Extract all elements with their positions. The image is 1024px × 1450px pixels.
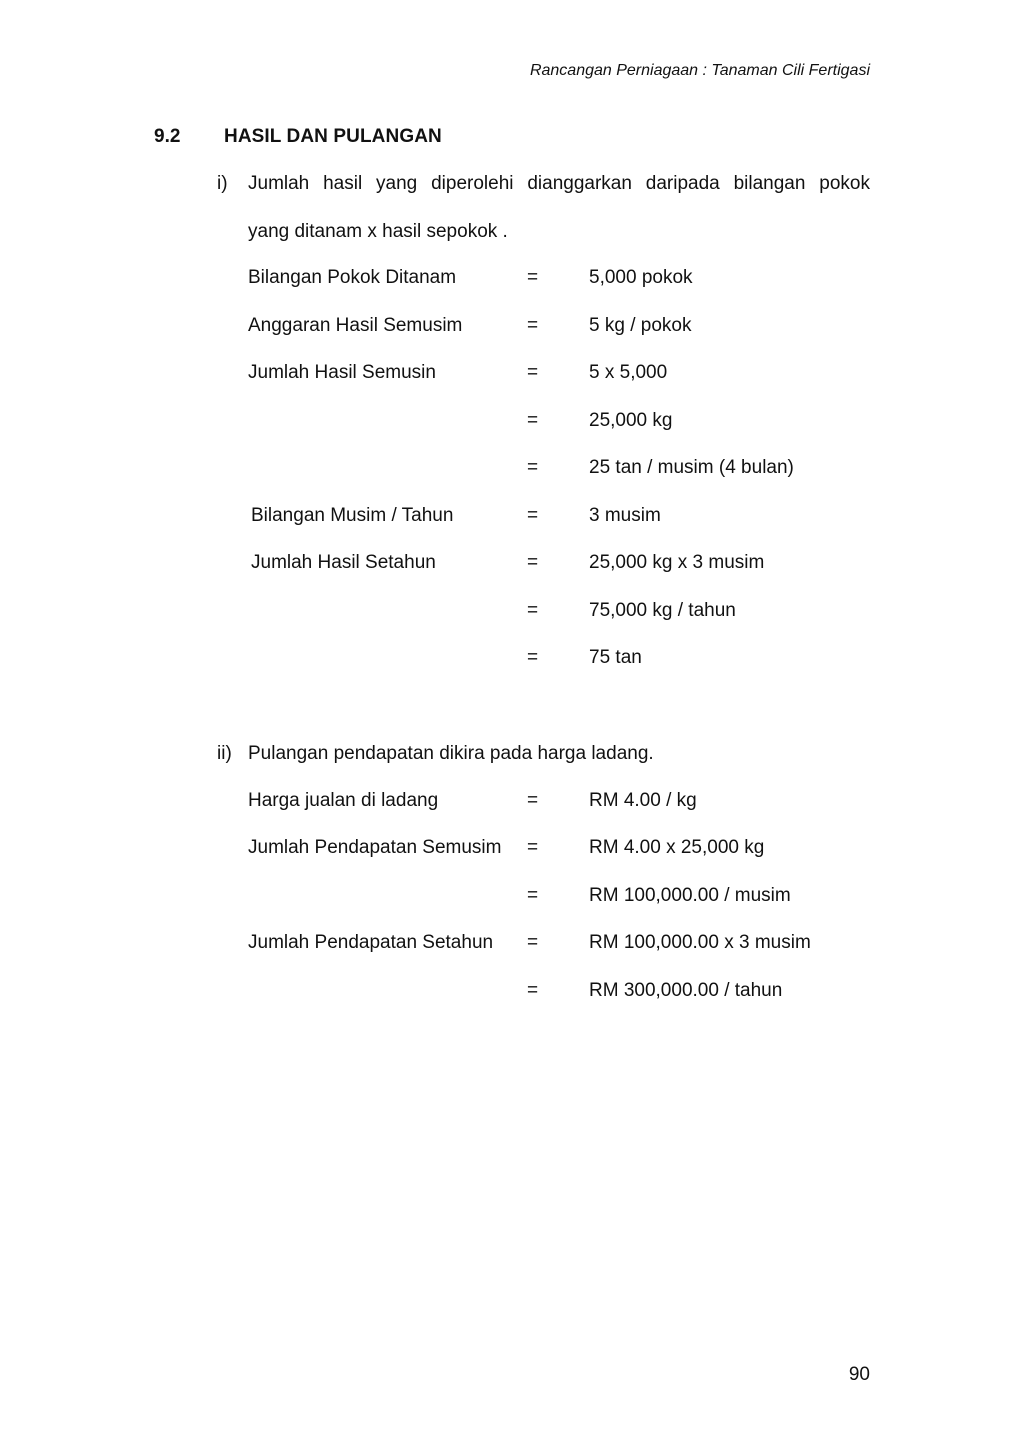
section-title: HASIL DAN PULANGAN — [224, 126, 442, 147]
calc-label: Bilangan Pokok Ditanam — [248, 267, 457, 288]
calc-value: 5 kg / pokok — [589, 315, 692, 336]
equals-sign: = — [527, 980, 539, 1001]
equals-sign: = — [527, 790, 539, 811]
calc-label: Bilangan Musim / Tahun — [251, 505, 454, 526]
equals-sign: = — [527, 932, 539, 953]
calc-value: 5 x 5,000 — [589, 362, 668, 383]
equals-sign: = — [527, 457, 539, 478]
calc-row — [0, 885, 1024, 909]
calc-label: Jumlah Hasil Setahun — [251, 552, 436, 573]
calc-value: 3 musim — [589, 505, 661, 526]
calc-label: Jumlah Pendapatan Setahun — [248, 932, 494, 953]
calc-value: RM 100,000.00 / musim — [589, 885, 791, 906]
paragraph-ii-line-1: Pulangan pendapatan dikira pada harga ladang. — [248, 743, 654, 764]
section-number: 9.2 — [154, 126, 181, 147]
calc-label: Jumlah Hasil Semusin — [248, 362, 436, 383]
calc-row — [0, 457, 1024, 481]
equals-sign: = — [527, 885, 539, 906]
calc-row — [0, 837, 1024, 861]
calc-value: 75,000 kg / tahun — [589, 600, 736, 621]
calc-row — [0, 600, 1024, 624]
item-marker-ii: ii) — [217, 743, 232, 764]
equals-sign: = — [527, 362, 539, 383]
equals-sign: = — [527, 505, 539, 526]
equals-sign: = — [527, 410, 539, 431]
item-marker-i: i) — [217, 173, 228, 194]
calc-label: Anggaran Hasil Semusim — [248, 315, 463, 336]
equals-sign: = — [527, 552, 539, 573]
calc-row — [0, 505, 1024, 529]
calc-row — [0, 647, 1024, 671]
calc-label: Harga jualan di ladang — [248, 790, 439, 811]
calc-value: 25,000 kg — [589, 410, 673, 431]
calc-value: RM 4.00 x 25,000 kg — [589, 837, 765, 858]
calc-label: Jumlah Pendapatan Semusim — [248, 837, 502, 858]
running-header: Rancangan Perniagaan : Tanaman Cili Fertigasi — [529, 62, 870, 79]
equals-sign: = — [527, 315, 539, 336]
calc-value: 75 tan — [589, 647, 642, 668]
calc-value: RM 4.00 / kg — [589, 790, 697, 811]
calc-row — [0, 980, 1024, 1004]
calc-row — [0, 790, 1024, 814]
page-number: 90 — [848, 1364, 870, 1385]
equals-sign: = — [527, 600, 539, 621]
equals-sign: = — [527, 267, 539, 288]
calc-row — [0, 267, 1024, 291]
equals-sign: = — [527, 647, 539, 668]
paragraph-i-line-1: Jumlah hasil yang diperolehi dianggarkan daripada bilangan pokok — [248, 173, 870, 194]
calc-value: 5,000 pokok — [589, 267, 693, 288]
calc-row — [0, 362, 1024, 386]
calc-row — [0, 410, 1024, 434]
calc-value: RM 300,000.00 / tahun — [589, 980, 783, 1001]
calc-value: 25,000 kg x 3 musim — [589, 552, 765, 573]
calc-row — [0, 315, 1024, 339]
calc-value: RM 100,000.00 x 3 musim — [589, 932, 811, 953]
paragraph-i-line-2: yang ditanam x hasil sepokok . — [248, 221, 508, 242]
calc-row — [0, 552, 1024, 576]
equals-sign: = — [527, 837, 539, 858]
calc-row — [0, 932, 1024, 956]
calc-value: 25 tan / musim (4 bulan) — [589, 457, 794, 478]
